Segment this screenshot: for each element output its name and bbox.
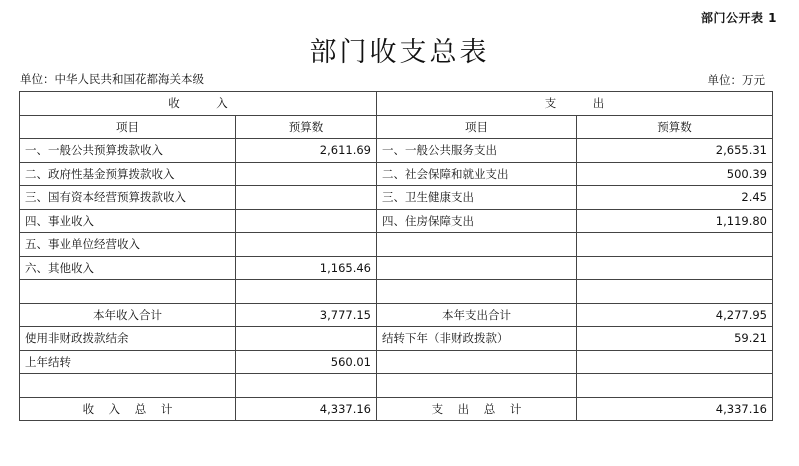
expense-value [577, 256, 773, 280]
expense-value [577, 233, 773, 257]
income-item-header: 项目 [20, 115, 236, 139]
expense-value: 1,119.80 [577, 209, 773, 233]
expense-item: 一、一般公共服务支出 [377, 139, 577, 163]
year-income-total-value: 3,777.15 [236, 303, 377, 327]
income-value: 2,611.69 [236, 139, 377, 163]
table-row [20, 256, 773, 280]
expense-value [577, 280, 773, 304]
year-expense-total-value: 4,277.95 [577, 303, 773, 327]
table-row [20, 139, 773, 163]
expense-value [577, 374, 773, 398]
income-item: 六、其他收入 [20, 256, 236, 280]
income-item [20, 374, 236, 398]
expense-value: 2,655.31 [577, 139, 773, 163]
last-year-carry-label: 上年结转 [20, 350, 236, 374]
table-row [20, 374, 773, 398]
non-fiscal-surplus-value [236, 327, 377, 351]
expense-value: 500.39 [577, 162, 773, 186]
income-section-header: 收 入 [20, 92, 377, 116]
expense-grand-total-label: 支 出 总 计 [377, 397, 577, 421]
expense-grand-total-value: 4,337.16 [577, 397, 773, 421]
expense-value: 2.45 [577, 186, 773, 210]
unit-currency: 单位：万元 [707, 73, 765, 87]
expense-section-header: 支 出 [377, 92, 773, 116]
income-item: 一、一般公共预算拨款收入 [20, 139, 236, 163]
expense-item: 三、卫生健康支出 [377, 186, 577, 210]
income-value [236, 162, 377, 186]
income-grand-total-label: 收 入 总 计 [20, 397, 236, 421]
income-value [236, 186, 377, 210]
income-value [236, 233, 377, 257]
income-item: 四、事业收入 [20, 209, 236, 233]
income-grand-total-value: 4,337.16 [236, 397, 377, 421]
income-value [236, 374, 377, 398]
year-expense-total-label: 本年支出合计 [377, 303, 577, 327]
expense-item [377, 374, 577, 398]
last-year-row [20, 350, 773, 374]
non-fiscal-surplus-label: 使用非财政拨款结余 [20, 327, 236, 351]
table-row [20, 186, 773, 210]
income-value [236, 280, 377, 304]
income-item: 三、国有资本经营预算拨款收入 [20, 186, 236, 210]
expense-budget-header: 预算数 [577, 115, 773, 139]
grand-total-row [20, 397, 773, 421]
carry-row [20, 327, 773, 351]
expense-item: 二、社会保障和就业支出 [377, 162, 577, 186]
table-row [20, 280, 773, 304]
table-number-tag: 部门公开表 1 [700, 11, 777, 25]
expense-item-header: 项目 [377, 115, 577, 139]
income-value: 1,165.46 [236, 256, 377, 280]
unit-organization: 单位：中华人民共和国花都海关本级 [20, 72, 204, 86]
table-row [20, 209, 773, 233]
table-row [20, 233, 773, 257]
column-header-row [20, 115, 773, 139]
income-value [236, 209, 377, 233]
carry-forward-label: 结转下年（非财政拨款） [377, 327, 577, 351]
expense-item [377, 233, 577, 257]
income-item [20, 280, 236, 304]
expense-item [377, 280, 577, 304]
section-header-row [20, 92, 773, 116]
income-item: 五、事业单位经营收入 [20, 233, 236, 257]
carry-forward-value: 59.21 [577, 327, 773, 351]
year-income-total-label: 本年收入合计 [20, 303, 236, 327]
income-budget-header: 预算数 [236, 115, 377, 139]
income-item: 二、政府性基金预算拨款收入 [20, 162, 236, 186]
table-row [20, 162, 773, 186]
expense-item [377, 256, 577, 280]
last-year-carry-value: 560.01 [236, 350, 377, 374]
expense-item [377, 350, 577, 374]
year-total-row [20, 303, 773, 327]
income-expense-table [19, 91, 773, 421]
page-title: 部门收支总表 [309, 37, 490, 68]
expense-item: 四、住房保障支出 [377, 209, 577, 233]
expense-value [577, 350, 773, 374]
